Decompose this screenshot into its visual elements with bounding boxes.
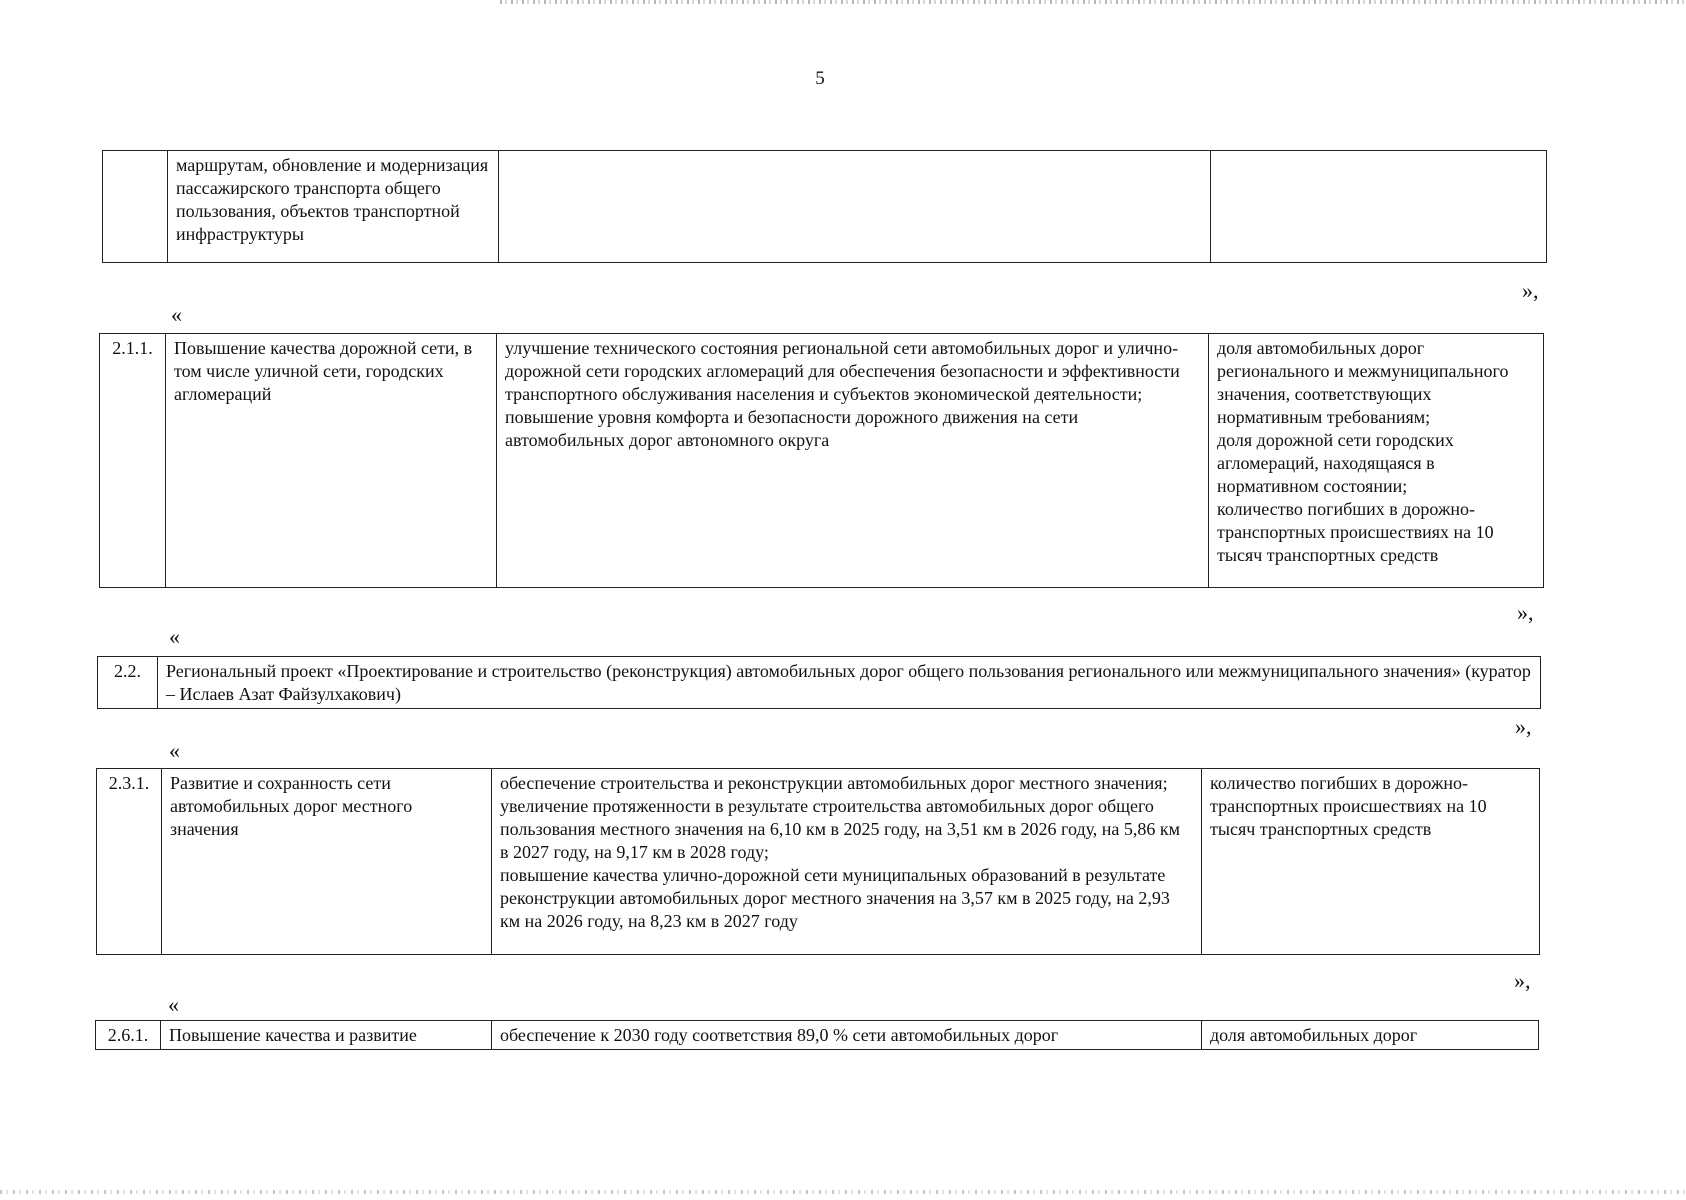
row-description	[492, 769, 1202, 955]
opening-quote: «	[168, 992, 179, 1017]
table-row	[103, 151, 1547, 263]
row-description	[497, 334, 1209, 588]
row-name: маршрутам, обновление и модернизация пассажирского транспорта общего пользования, объектов транспортной инфраструктуры	[168, 151, 499, 263]
table-2-2	[97, 656, 1541, 709]
row-name: Развитие и сохранность сети автомобильных дорог местного значения	[162, 769, 492, 955]
table-2-1-1	[99, 333, 1544, 588]
row-name: Повышение качества и развитие	[161, 1021, 492, 1050]
opening-quote: «	[169, 624, 180, 649]
table-continuation	[102, 150, 1547, 263]
scan-artifact-top	[500, 0, 1686, 4]
row-name: Повышение качества дорожной сети, в том числе уличной сети, городских агломераций	[166, 334, 497, 588]
row-indicators	[1211, 151, 1547, 263]
row-number: 2.2.	[98, 657, 158, 709]
row-number: 2.3.1.	[97, 769, 162, 955]
row-number: 2.1.1.	[100, 334, 166, 588]
scan-artifact-bottom	[0, 1190, 1686, 1194]
description-line: повышение качества улично-дорожной сети муниципальных образований в результате реконструкции автомобильных дорог местного значения на 3,57 км в 2025 году, на 2,93 км на 2026 году, на 8,23 км в 2027 году	[500, 865, 1170, 931]
closing-quote: »,	[1514, 968, 1531, 993]
closing-quote: »,	[1522, 278, 1539, 303]
table-row	[100, 334, 1544, 588]
table-row	[97, 769, 1540, 955]
table-2-6-1	[95, 1020, 1539, 1050]
row-number: 2.6.1.	[96, 1021, 161, 1050]
indicator-line: количество погибших в дорожно-транспортных происшествиях на 10 тысяч транспортных средств	[1217, 499, 1494, 565]
table-row	[96, 1021, 1539, 1050]
table-2-3-1	[96, 768, 1540, 955]
description-line: увеличение протяженности в результате строительства автомобильных дорог общего пользования местного значения на 6,10 км в 2025 году, на 3,51 км в 2026 году, на 5,86 км в 2027 году, на 9,17 км в 2028 году;	[500, 796, 1181, 862]
opening-quote: «	[169, 738, 180, 763]
page-number: 5	[815, 68, 825, 89]
closing-quote: »,	[1515, 714, 1532, 739]
row-description: обеспечение к 2030 году соответствия 89,0 % сети автомобильных дорог	[492, 1021, 1202, 1050]
row-description	[499, 151, 1211, 263]
row-indicators: доля автомобильных дорог	[1202, 1021, 1539, 1050]
table-row	[98, 657, 1541, 709]
row-project-title: Региональный проект «Проектирование и строительство (реконструкция) автомобильных дорог общего пользования регионального или межмуниципального значения» (куратор – Ислаев Азат Файзулхакович)	[158, 657, 1541, 709]
opening-quote: «	[171, 302, 182, 327]
row-indicators	[1209, 334, 1544, 588]
row-number	[103, 151, 168, 263]
description-line: обеспечение строительства и реконструкции автомобильных дорог местного значения;	[500, 773, 1168, 793]
description-line: повышение уровня комфорта и безопасности дорожного движения на сети автомобильных дорог автономного округа	[505, 407, 1079, 450]
description-line: улучшение технического состояния региональной сети автомобильных дорог и улично-дорожной сети городских агломераций для обеспечения безопасности и эффективности транспортного обслуживания населения и субъектов экономической деятельности;	[505, 338, 1180, 404]
indicator-line: доля автомобильных дорог регионального и межмуниципального значения, соответствующих нормативным требованиям;	[1217, 338, 1509, 427]
closing-quote: »,	[1517, 600, 1534, 625]
indicator-line: доля дорожной сети городских агломераций, находящаяся в нормативном состоянии;	[1217, 430, 1454, 496]
row-indicators: количество погибших в дорожно-транспортных происшествиях на 10 тысяч транспортных средств	[1202, 769, 1540, 955]
